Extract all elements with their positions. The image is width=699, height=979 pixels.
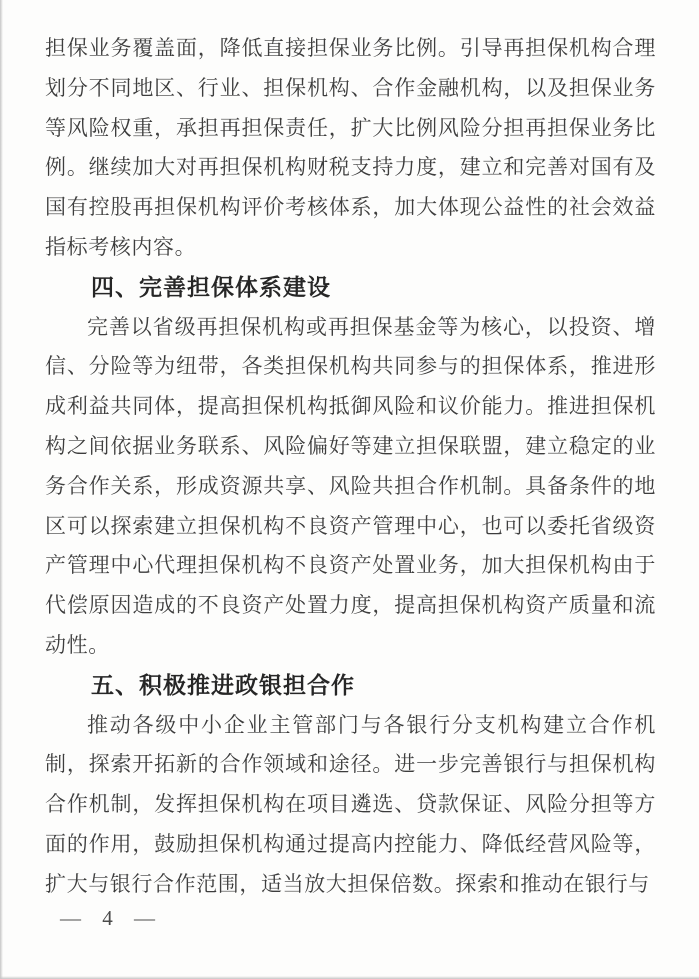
section-heading-4: 四、完善担保体系建设 bbox=[91, 273, 331, 300]
section-heading-5: 五、积极推进政银担合作 bbox=[91, 671, 355, 698]
section-4-body: 完善以省级再担保机构或再担保基金等为核心，以投资、增信、分险等为纽带，各类担保机构共同参与的担保体系，推进形成利益共同体，提高担保机构抵御风险和议价能力。推进担保机构之间依据业务联系、风险偏好等建立担保联盟，建立稳定的业务合作关系，形成资源共享、风险共担合作机制。具备条件的地区可以探索建立担保机构不良资产管理中心，也可以委托省级资产管理中心代理担保机构不良资产处置业务，加大担保机构由于代偿原因造成的不良资产处置力度，提高担保机构资产质量和流动性。 bbox=[45, 314, 656, 657]
section-5-body: 推动各级中小企业主管部门与各银行分支机构建立合作机制，探索开拓新的合作领域和途径。进一步完善银行与担保机构合作机制，发挥担保机构在项目遴选、贷款保证、风险分担等方面的作用，鼓励担保机构通过提高内控能力、降低经营风险等，扩大与银行合作范围，适当放大担保倍数。探索和推动在银行与 bbox=[45, 712, 656, 896]
page-number: — 4 — bbox=[60, 906, 156, 930]
paragraph-continuation: 担保业务覆盖面，降低直接担保业务比例。引导再担保机构合理划分不同地区、行业、担保机构、合作金融机构，以及担保业务等风险权重，承担再担保责任，扩大比例风险分担再担保业务比例。继续加大对再担保机构财税支持力度，建立和完善对国有及国有控股再担保机构评价考核体系，加大体现公益性的社会效益指标考核内容。 bbox=[45, 36, 656, 259]
scan-edge-left bbox=[0, 0, 3, 979]
document-content bbox=[45, 29, 656, 905]
